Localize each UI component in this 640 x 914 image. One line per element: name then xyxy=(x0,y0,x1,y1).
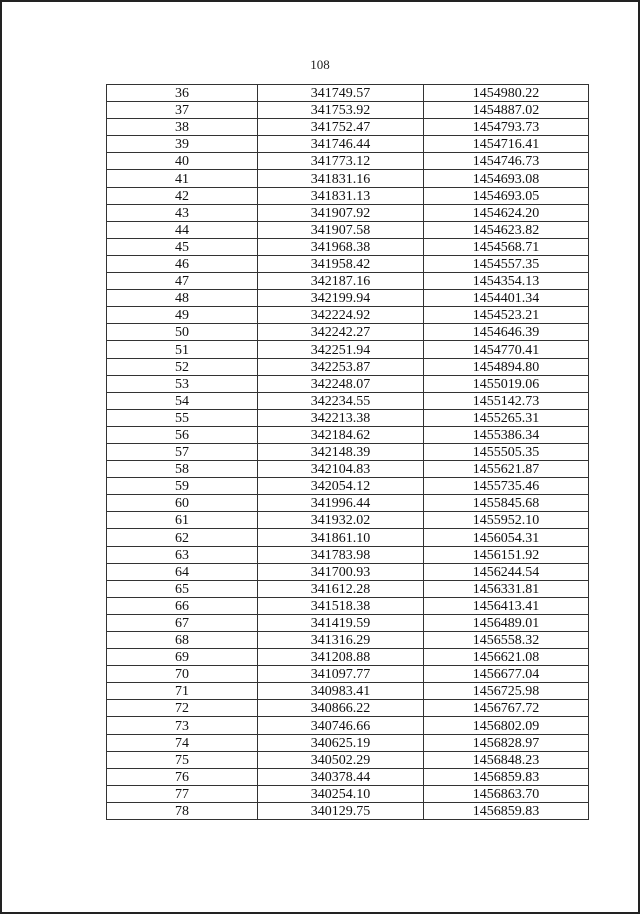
point-number-cell: 71 xyxy=(107,683,258,700)
table-row xyxy=(107,546,589,563)
y-coordinate-cell: 1456244.54 xyxy=(424,563,589,580)
table-row xyxy=(107,461,589,478)
x-coordinate-cell: 341419.59 xyxy=(258,614,424,631)
y-coordinate-cell: 1454716.41 xyxy=(424,136,589,153)
table-row xyxy=(107,495,589,512)
x-coordinate-cell: 341700.93 xyxy=(258,563,424,580)
x-coordinate-cell: 341958.42 xyxy=(258,255,424,272)
y-coordinate-cell: 1454746.73 xyxy=(424,153,589,170)
table-row xyxy=(107,734,589,751)
point-number-cell: 48 xyxy=(107,290,258,307)
point-number-cell: 63 xyxy=(107,546,258,563)
point-number-cell: 53 xyxy=(107,375,258,392)
table-row xyxy=(107,751,589,768)
coordinates-table-body xyxy=(107,85,589,820)
x-coordinate-cell: 340983.41 xyxy=(258,683,424,700)
table-row xyxy=(107,717,589,734)
table-row xyxy=(107,341,589,358)
y-coordinate-cell: 1455621.87 xyxy=(424,461,589,478)
point-number-cell: 42 xyxy=(107,187,258,204)
point-number-cell: 73 xyxy=(107,717,258,734)
y-coordinate-cell: 1455386.34 xyxy=(424,426,589,443)
point-number-cell: 64 xyxy=(107,563,258,580)
x-coordinate-cell: 342148.39 xyxy=(258,443,424,460)
point-number-cell: 72 xyxy=(107,700,258,717)
y-coordinate-cell: 1454980.22 xyxy=(424,85,589,102)
table-row xyxy=(107,700,589,717)
x-coordinate-cell: 342199.94 xyxy=(258,290,424,307)
y-coordinate-cell: 1454624.20 xyxy=(424,204,589,221)
point-number-cell: 58 xyxy=(107,461,258,478)
y-coordinate-cell: 1454557.35 xyxy=(424,255,589,272)
table-row xyxy=(107,238,589,255)
table-row xyxy=(107,102,589,119)
x-coordinate-cell: 341831.13 xyxy=(258,187,424,204)
x-coordinate-cell: 340866.22 xyxy=(258,700,424,717)
x-coordinate-cell: 342234.55 xyxy=(258,392,424,409)
point-number-cell: 51 xyxy=(107,341,258,358)
x-coordinate-cell: 341612.28 xyxy=(258,580,424,597)
y-coordinate-cell: 1456848.23 xyxy=(424,751,589,768)
table-row xyxy=(107,478,589,495)
y-coordinate-cell: 1456151.92 xyxy=(424,546,589,563)
point-number-cell: 43 xyxy=(107,204,258,221)
table-row xyxy=(107,324,589,341)
table-row xyxy=(107,632,589,649)
y-coordinate-cell: 1455952.10 xyxy=(424,512,589,529)
y-coordinate-cell: 1456828.97 xyxy=(424,734,589,751)
x-coordinate-cell: 341097.77 xyxy=(258,666,424,683)
point-number-cell: 50 xyxy=(107,324,258,341)
table-row xyxy=(107,683,589,700)
table-row xyxy=(107,187,589,204)
y-coordinate-cell: 1456767.72 xyxy=(424,700,589,717)
point-number-cell: 46 xyxy=(107,255,258,272)
coordinates-table xyxy=(106,84,589,820)
table-row xyxy=(107,409,589,426)
x-coordinate-cell: 342224.92 xyxy=(258,307,424,324)
y-coordinate-cell: 1454523.21 xyxy=(424,307,589,324)
table-row xyxy=(107,358,589,375)
point-number-cell: 77 xyxy=(107,785,258,802)
table-row xyxy=(107,529,589,546)
x-coordinate-cell: 340378.44 xyxy=(258,768,424,785)
table-row xyxy=(107,768,589,785)
x-coordinate-cell: 340254.10 xyxy=(258,785,424,802)
x-coordinate-cell: 342253.87 xyxy=(258,358,424,375)
table-row xyxy=(107,392,589,409)
y-coordinate-cell: 1454770.41 xyxy=(424,341,589,358)
y-coordinate-cell: 1456802.09 xyxy=(424,717,589,734)
y-coordinate-cell: 1454401.34 xyxy=(424,290,589,307)
table-row xyxy=(107,255,589,272)
point-number-cell: 44 xyxy=(107,221,258,238)
y-coordinate-cell: 1455019.06 xyxy=(424,375,589,392)
point-number-cell: 40 xyxy=(107,153,258,170)
y-coordinate-cell: 1454623.82 xyxy=(424,221,589,238)
y-coordinate-cell: 1456413.41 xyxy=(424,597,589,614)
x-coordinate-cell: 341907.58 xyxy=(258,221,424,238)
point-number-cell: 45 xyxy=(107,238,258,255)
point-number-cell: 47 xyxy=(107,273,258,290)
x-coordinate-cell: 341208.88 xyxy=(258,649,424,666)
point-number-cell: 39 xyxy=(107,136,258,153)
point-number-cell: 57 xyxy=(107,443,258,460)
x-coordinate-cell: 341996.44 xyxy=(258,495,424,512)
x-coordinate-cell: 342242.27 xyxy=(258,324,424,341)
y-coordinate-cell: 1454646.39 xyxy=(424,324,589,341)
point-number-cell: 36 xyxy=(107,85,258,102)
point-number-cell: 67 xyxy=(107,614,258,631)
page-number: 108 xyxy=(310,57,330,72)
point-number-cell: 75 xyxy=(107,751,258,768)
table-row xyxy=(107,375,589,392)
table-row xyxy=(107,273,589,290)
x-coordinate-cell: 341968.38 xyxy=(258,238,424,255)
y-coordinate-cell: 1456054.31 xyxy=(424,529,589,546)
x-coordinate-cell: 341753.92 xyxy=(258,102,424,119)
table-row xyxy=(107,649,589,666)
y-coordinate-cell: 1454693.05 xyxy=(424,187,589,204)
x-coordinate-cell: 341518.38 xyxy=(258,597,424,614)
y-coordinate-cell: 1456331.81 xyxy=(424,580,589,597)
y-coordinate-cell: 1455845.68 xyxy=(424,495,589,512)
point-number-cell: 76 xyxy=(107,768,258,785)
x-coordinate-cell: 342213.38 xyxy=(258,409,424,426)
point-number-cell: 62 xyxy=(107,529,258,546)
x-coordinate-cell: 341861.10 xyxy=(258,529,424,546)
point-number-cell: 55 xyxy=(107,409,258,426)
x-coordinate-cell: 342187.16 xyxy=(258,273,424,290)
y-coordinate-cell: 1455735.46 xyxy=(424,478,589,495)
table-row xyxy=(107,512,589,529)
y-coordinate-cell: 1454887.02 xyxy=(424,102,589,119)
table-row xyxy=(107,307,589,324)
y-coordinate-cell: 1454354.13 xyxy=(424,273,589,290)
table-row xyxy=(107,785,589,802)
y-coordinate-cell: 1454793.73 xyxy=(424,119,589,136)
y-coordinate-cell: 1454693.08 xyxy=(424,170,589,187)
y-coordinate-cell: 1456621.08 xyxy=(424,649,589,666)
table-row xyxy=(107,580,589,597)
x-coordinate-cell: 341907.92 xyxy=(258,204,424,221)
y-coordinate-cell: 1455142.73 xyxy=(424,392,589,409)
point-number-cell: 49 xyxy=(107,307,258,324)
x-coordinate-cell: 341932.02 xyxy=(258,512,424,529)
x-coordinate-cell: 341783.98 xyxy=(258,546,424,563)
table-row xyxy=(107,426,589,443)
point-number-cell: 70 xyxy=(107,666,258,683)
y-coordinate-cell: 1456859.83 xyxy=(424,768,589,785)
x-coordinate-cell: 340625.19 xyxy=(258,734,424,751)
point-number-cell: 38 xyxy=(107,119,258,136)
table-row xyxy=(107,153,589,170)
x-coordinate-cell: 341752.47 xyxy=(258,119,424,136)
point-number-cell: 78 xyxy=(107,802,258,819)
table-row xyxy=(107,614,589,631)
y-coordinate-cell: 1454568.71 xyxy=(424,238,589,255)
point-number-cell: 56 xyxy=(107,426,258,443)
point-number-cell: 69 xyxy=(107,649,258,666)
x-coordinate-cell: 340129.75 xyxy=(258,802,424,819)
x-coordinate-cell: 342248.07 xyxy=(258,375,424,392)
y-coordinate-cell: 1456725.98 xyxy=(424,683,589,700)
x-coordinate-cell: 340502.29 xyxy=(258,751,424,768)
table-row xyxy=(107,666,589,683)
table-row xyxy=(107,221,589,238)
y-coordinate-cell: 1455265.31 xyxy=(424,409,589,426)
x-coordinate-cell: 341831.16 xyxy=(258,170,424,187)
table-row xyxy=(107,136,589,153)
table-row xyxy=(107,802,589,819)
table-row xyxy=(107,563,589,580)
point-number-cell: 60 xyxy=(107,495,258,512)
point-number-cell: 74 xyxy=(107,734,258,751)
point-number-cell: 65 xyxy=(107,580,258,597)
x-coordinate-cell: 342054.12 xyxy=(258,478,424,495)
y-coordinate-cell: 1454894.80 xyxy=(424,358,589,375)
y-coordinate-cell: 1456558.32 xyxy=(424,632,589,649)
table-row xyxy=(107,443,589,460)
y-coordinate-cell: 1456863.70 xyxy=(424,785,589,802)
table-row xyxy=(107,85,589,102)
x-coordinate-cell: 342184.62 xyxy=(258,426,424,443)
table-row xyxy=(107,170,589,187)
x-coordinate-cell: 342251.94 xyxy=(258,341,424,358)
point-number-cell: 66 xyxy=(107,597,258,614)
x-coordinate-cell: 341749.57 xyxy=(258,85,424,102)
x-coordinate-cell: 341316.29 xyxy=(258,632,424,649)
table-row xyxy=(107,119,589,136)
point-number-cell: 61 xyxy=(107,512,258,529)
point-number-cell: 54 xyxy=(107,392,258,409)
point-number-cell: 41 xyxy=(107,170,258,187)
x-coordinate-cell: 342104.83 xyxy=(258,461,424,478)
point-number-cell: 37 xyxy=(107,102,258,119)
y-coordinate-cell: 1455505.35 xyxy=(424,443,589,460)
x-coordinate-cell: 340746.66 xyxy=(258,717,424,734)
x-coordinate-cell: 341773.12 xyxy=(258,153,424,170)
point-number-cell: 59 xyxy=(107,478,258,495)
y-coordinate-cell: 1456489.01 xyxy=(424,614,589,631)
point-number-cell: 52 xyxy=(107,358,258,375)
table-row xyxy=(107,290,589,307)
point-number-cell: 68 xyxy=(107,632,258,649)
table-row xyxy=(107,597,589,614)
x-coordinate-cell: 341746.44 xyxy=(258,136,424,153)
y-coordinate-cell: 1456677.04 xyxy=(424,666,589,683)
table-row xyxy=(107,204,589,221)
y-coordinate-cell: 1456859.83 xyxy=(424,802,589,819)
